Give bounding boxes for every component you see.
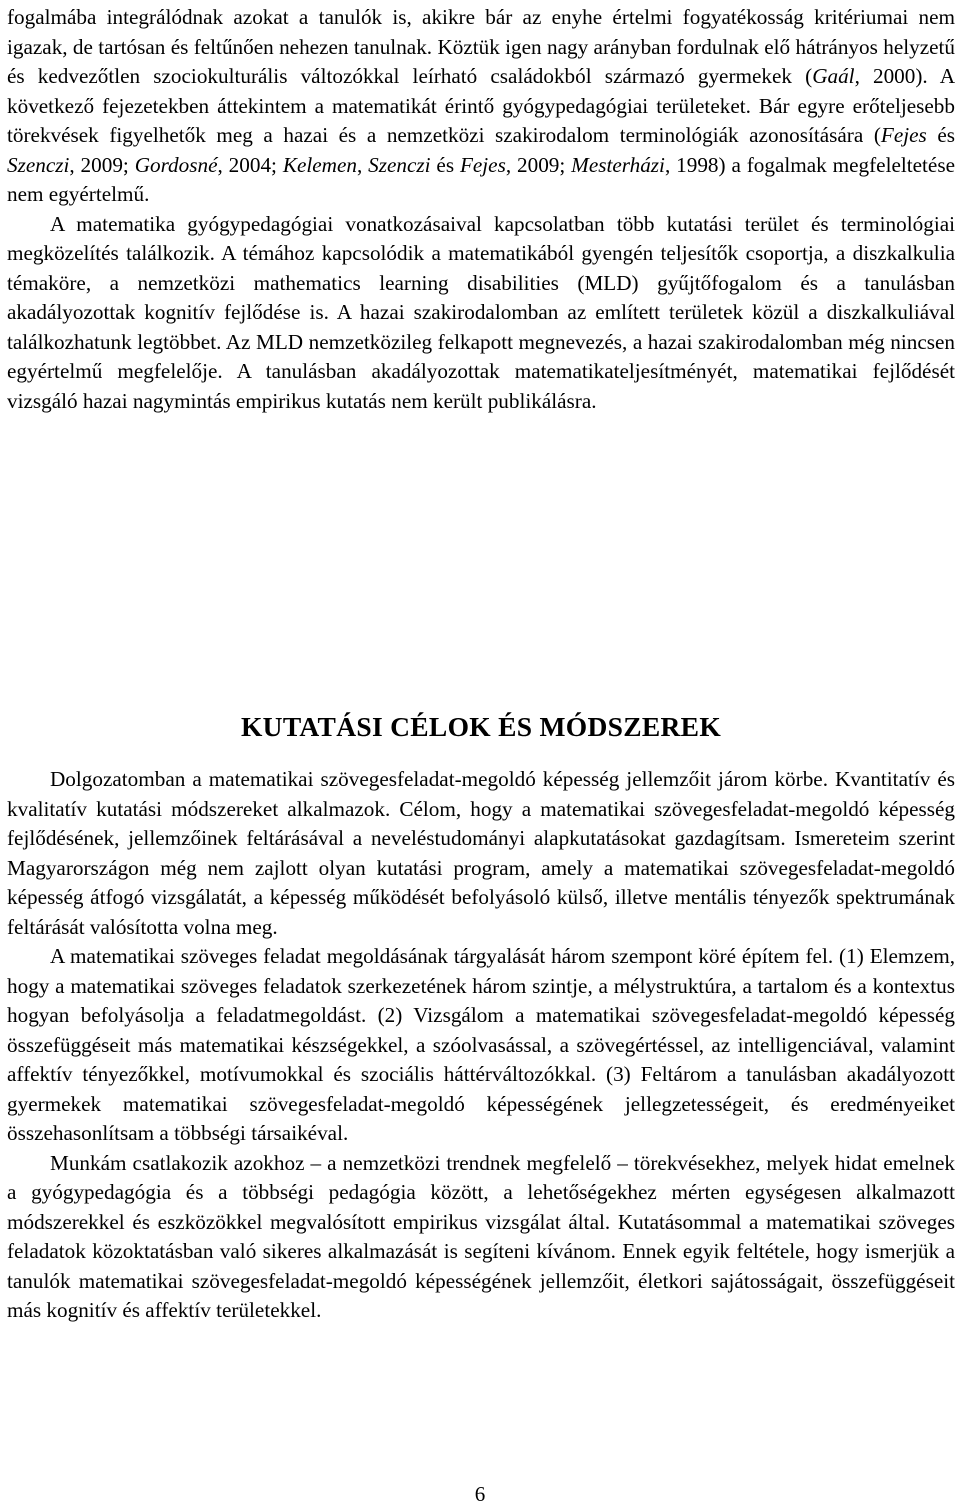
section-paragraph-2: A matematikai szöveges feladat megoldásának tárgyalását három szempont köré építem fel. (1) Elemzem, hogy a matematikai szöveges feladatok szerkezetének három szintje, a mélystruktúra, a tartalom és a kontextus hogyan befolyásolja a feladatmegoldást. (2) Vizsgálom a matematikai szövegesfeladat-megoldó képesség összefüggéseit más matematikai készségekkel, a szóolvasással, a szövegértéssel, az intelligenciával, valamint affektív tényezőkkel, motívumokkal és szociális háttérváltozókkal. (3) Feltárom a tanulásban akadályozott gyermekek matematikai szövegesfeladat-megoldó képességének jellegzetességeit, és eredményeiket összehasonlítsam a többségi társaikéval. (7, 944, 955, 1145)
citation-author: Fejes (880, 123, 927, 147)
citation-author: Fejes (459, 152, 506, 177)
citation-author: Mesterházi (571, 152, 665, 177)
citation-author: Szenczi (7, 152, 70, 177)
text-run: , 1998) a fogalmak megfeleltetése nem egyértelmű. (7, 152, 955, 206)
citation-author: Gaál (812, 64, 855, 88)
section-paragraph-1: Dolgozatomban a matematikai szövegesfeladat-megoldó képesség jellemzőit járom körbe. Kvantitatív és kvalitatív kutatási módszereket alkalmazok. Célom, hogy a matematikai szövegesfeladat-megoldó képesség fejlődésének, jellemzőinek feltárásával a neveléstudományi alapkutatásokat gazdagítsam. Ismereteim szerint Magyarországon még nem zajlott olyan kutatási program, amely a matematikai szövegesfeladat-megoldó képesség átfogó vizsgálatát, a képesség működését befolyásoló külső, illetve mentális tényezők spektrumának feltárását valósította volna meg. (7, 767, 955, 939)
intro-paragraph-1 (7, 3, 955, 210)
page-number: 6 (474, 1482, 486, 1506)
text-run: , 2000). A következő fejezetekben áttekintem a matematikát érintő gyógypedagógiai területeket. Bár egyre erőteljesebb törekvések figyelhetők meg a hazai és a nemzetközi szakirodalom terminológiák azonosítására ( (7, 64, 955, 147)
text-run: , (356, 152, 369, 177)
document-page (7, 0, 955, 1322)
intro-paragraph-2: A matematika gyógypedagógiai vonatkozásaival kapcsolatban több kutatási terület és terminológiai megközelítés találkozik. A témához kapcsolódik a matematikából gyengén teljesítők csoportja, a diszkalkulia témaköre, a nemzetközi mathematics learning disabilities (MLD) gyűjtőfogalom és a tanulásban akadályozottak kognitív fejlődése is. A hazai szakirodalomban az említett területek közül a diszkalkuliával találkozhatunk legtöbbet. Az MLD nemzetközileg felkapott megnevezés, a hazai szakirodalomban még nincsen egyértelmű megfelelője. A tanulásban akadályozottak matematikateljesítményét, matematikai fejlődését vizsgáló hazai nagymintás empirikus kutatás nem került publikálásra. (7, 211, 955, 413)
section-heading: KUTATÁSI CÉLOK ÉS MÓDSZEREK (240, 711, 722, 742)
text-run: fogalmába integrálódnak azokat a tanulók is, akikre bár az enyhe értelmi fogyatékosság kritériumai nem igazak, de tartósan és feltűnően nehezen tanulnak. Köztük igen nagy arányban fordulnak elő hátrányos helyzetű és kedvezőtlen szociokulturális változókkal leírható családokból származó gyermekek ( (7, 5, 955, 88)
citation-author: Szenczi (368, 152, 431, 177)
citation-author: Gordosné (134, 152, 218, 177)
text-run: , 2004; (217, 152, 283, 177)
section-body (7, 765, 955, 1326)
section-paragraph-3: Munkám csatlakozik azokhoz – a nemzetközi trendnek megfelelő – törekvésekhez, melyek hidat emelnek a gyógypedagógia és a többségi pedagógia között, a lehetőségekhez mérten egységesen alkalmazott módszerekkel és eszközökkel megvalósított empirikus vizsgálat által. Kutatásommal a matematikai szöveges feladatok közoktatásban való sikeres alkalmazását is segíteni kívánom. Ennek egyik feltétele, hogy ismerjük a tanulók matematikai szövegesfeladat-megoldó képességének jellemzőit, életkori sajátosságait, összefüggéseit más kognitív és affektív területekkel. (7, 1150, 955, 1322)
text-run: és (926, 123, 955, 147)
text-run: és (430, 152, 460, 177)
text-run: , 2009; (505, 152, 572, 177)
intro-text (7, 3, 955, 416)
text-run: , 2009; (69, 152, 135, 177)
citation-author: Kelemen (282, 152, 357, 177)
